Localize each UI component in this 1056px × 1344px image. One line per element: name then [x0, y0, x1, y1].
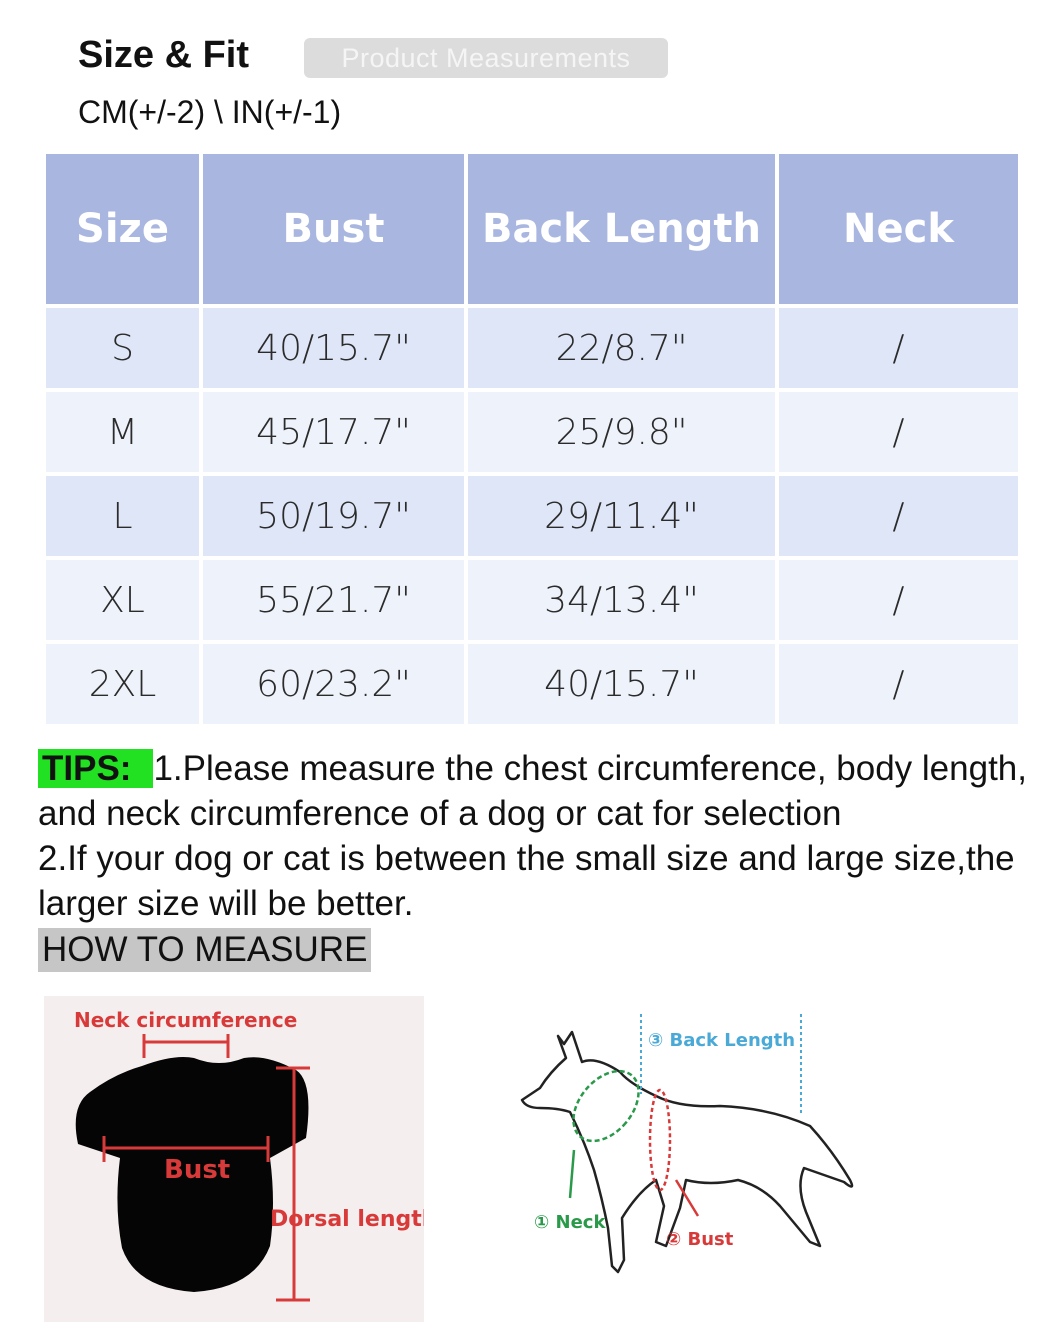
cell-back-length: 25/9.8" [468, 392, 775, 472]
tips-label: TIPS: [38, 749, 153, 788]
table-row [46, 476, 1018, 556]
column-header-back-length: Back Length [468, 154, 775, 304]
tips-line-1: 1.Please measure the chest circumference, body length, and neck circumference of a dog or cat for selection [38, 749, 1027, 833]
cell-size: M [46, 392, 199, 472]
product-measurements-tag: Product Measurements [304, 38, 668, 78]
cell-back-length: 22/8.7" [468, 308, 775, 388]
neck-circumference-label: Neck circumference [74, 1008, 298, 1032]
column-header-size: Size [46, 154, 199, 304]
size-table [42, 150, 1022, 728]
dog-neck-label: ① Neck [534, 1212, 606, 1233]
units-note: CM(+/-2) \ IN(+/-1) [78, 94, 342, 130]
dog-measure-diagram [510, 1010, 870, 1310]
cell-back-length: 40/15.7" [468, 644, 775, 724]
cell-size: XL [46, 560, 199, 640]
back-length-label: ③ Back Length [648, 1030, 796, 1051]
column-header-bust: Bust [203, 154, 464, 304]
table-row [46, 308, 1018, 388]
shirt-illustration [44, 996, 424, 1322]
how-to-measure-heading: HOW TO MEASURE [38, 928, 371, 972]
bust-label: Bust [164, 1155, 231, 1185]
table-row [46, 644, 1018, 724]
shirt-measure-diagram [44, 996, 424, 1322]
page-title: Size & Fit [78, 34, 250, 76]
cell-neck: / [779, 308, 1018, 388]
tips-paragraph [38, 746, 1038, 926]
cell-bust: 55/21.7" [203, 560, 464, 640]
cell-bust: 50/19.7" [203, 476, 464, 556]
dorsal-length-label: Dorsal length [270, 1207, 424, 1232]
cell-back-length: 29/11.4" [468, 476, 775, 556]
cell-neck: / [779, 644, 1018, 724]
cell-bust: 60/23.2" [203, 644, 464, 724]
cell-bust: 45/17.7" [203, 392, 464, 472]
table-row [46, 392, 1018, 472]
table-header-row [46, 154, 1018, 304]
tips-line-2: 2.If your dog or cat is between the small size and large size,the larger size will be better. [38, 839, 1015, 923]
cell-back-length: 34/13.4" [468, 560, 775, 640]
cell-size: S [46, 308, 199, 388]
cell-neck: / [779, 476, 1018, 556]
cell-neck: / [779, 560, 1018, 640]
cell-size: 2XL [46, 644, 199, 724]
cell-bust: 40/15.7" [203, 308, 464, 388]
cell-size: L [46, 476, 199, 556]
dog-illustration [510, 1010, 870, 1310]
column-header-neck: Neck [779, 154, 1018, 304]
dog-bust-label: ② Bust [666, 1229, 734, 1250]
cell-neck: / [779, 392, 1018, 472]
table-row [46, 560, 1018, 640]
